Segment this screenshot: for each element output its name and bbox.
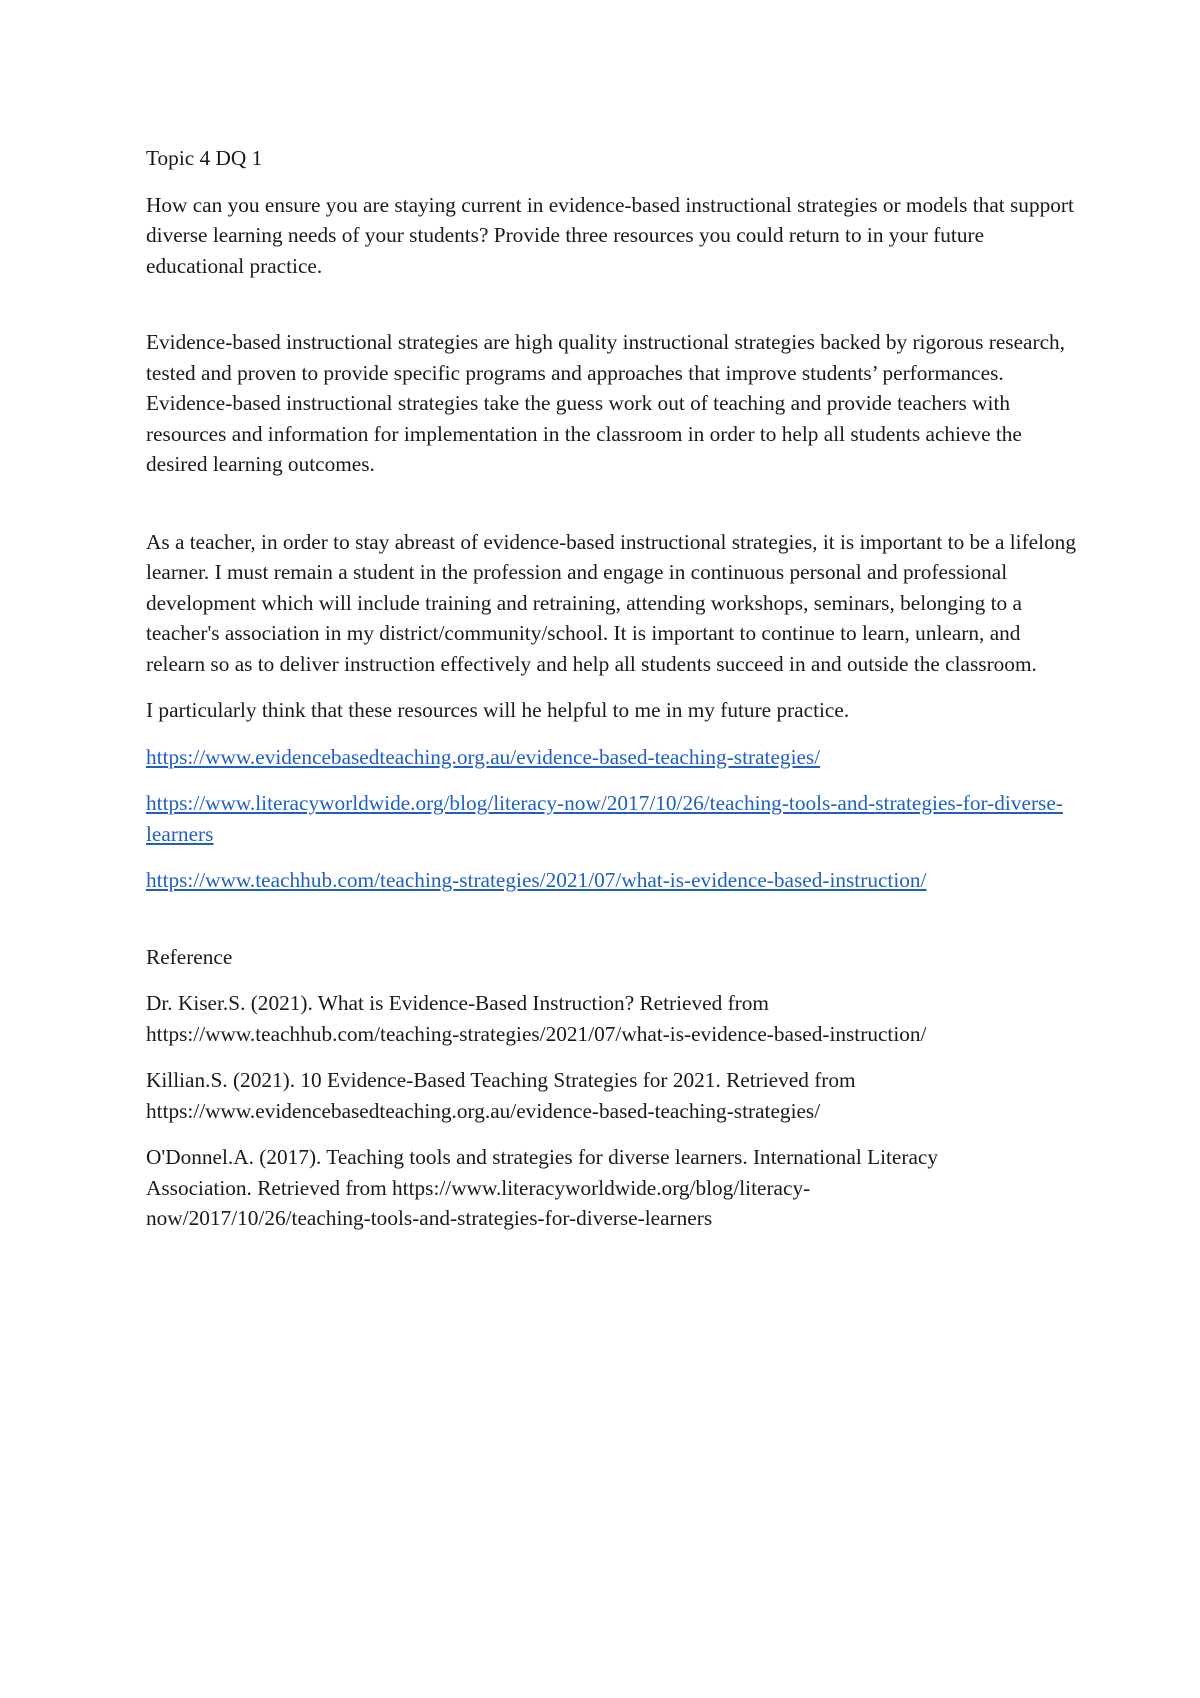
resource-link-1[interactable]: https://www.evidencebasedteaching.org.au/evidence-based-teaching-strategies/: [146, 744, 821, 769]
body-paragraph-1: Evidence-based instructional strategies are high quality instructional strategies backed by rigorous research, tested and proven to provide specific programs and approaches that improve students’ performances. Evidence-based instructional strategies take the guess work out of teaching and provide teachers with resources and information for implementation in the classroom in order to help all students achieve the desired learning outcomes.: [146, 330, 1066, 476]
reference-3-line-2: Association. Retrieved from https://www.literacyworldwide.org/blog/literacy-: [146, 1175, 811, 1200]
reference-entry-3: [146, 1142, 1076, 1234]
resource-link-paragraph-2: [146, 788, 1076, 849]
resource-link-paragraph-1: [146, 742, 1076, 773]
resource-link-2[interactable]: https://www.literacyworldwide.org/blog/literacy-now/2017/10/26/teaching-tools-and-strategies-for-diverse-learners: [146, 791, 1063, 846]
discussion-question: How can you ensure you are staying current in evidence-based instructional strategies or models that support diverse learning needs of your students? Provide three resources you could return to in your future educational practice.: [146, 192, 1074, 278]
body-paragraph-2: As a teacher, in order to stay abreast of evidence-based instructional strategies, it is important to be a lifelong learner. I must remain a student in the profession and engage in continuous personal and professional development which will include training and retraining, attending workshops, seminars, belonging to a teacher's association in my district/community/school. It is important to continue to learn, unlearn, and relearn so as to deliver instruction effectively and help all students succeed in and outside the classroom.: [146, 529, 1076, 676]
reference-1-line-1: Dr. Kiser.S. (2021). What is Evidence-Based Instruction? Retrieved from: [146, 991, 769, 1015]
document-body: [146, 143, 1076, 1250]
reference-2-line-2: https://www.evidencebasedteaching.org.au/evidence-based-teaching-strategies/: [146, 1098, 821, 1123]
reference-3-line-1: O'Donnel.A. (2017). Teaching tools and strategies for diverse learners. International Literacy: [146, 1145, 939, 1169]
reference-entry-2: [146, 1065, 1076, 1126]
reference-entry-1: [146, 988, 1076, 1049]
reference-3-line-3: now/2017/10/26/teaching-tools-and-strategies-for-diverse-learners: [146, 1206, 713, 1230]
resource-link-paragraph-3: [146, 865, 1076, 896]
reference-heading: Reference: [146, 944, 233, 969]
reference-1-line-2: https://www.teachhub.com/teaching-strategies/2021/07/what-is-evidence-based-instruction/: [146, 1021, 927, 1046]
reference-2-line-1: Killian.S. (2021). 10 Evidence-Based Teaching Strategies for 2021. Retrieved from: [146, 1068, 856, 1092]
resource-link-3[interactable]: https://www.teachhub.com/teaching-strategies/2021/07/what-is-evidence-based-instruction/: [146, 868, 927, 892]
resources-intro: I particularly think that these resources will he helpful to me in my future practice.: [146, 698, 850, 722]
document-title: Topic 4 DQ 1: [146, 146, 263, 170]
